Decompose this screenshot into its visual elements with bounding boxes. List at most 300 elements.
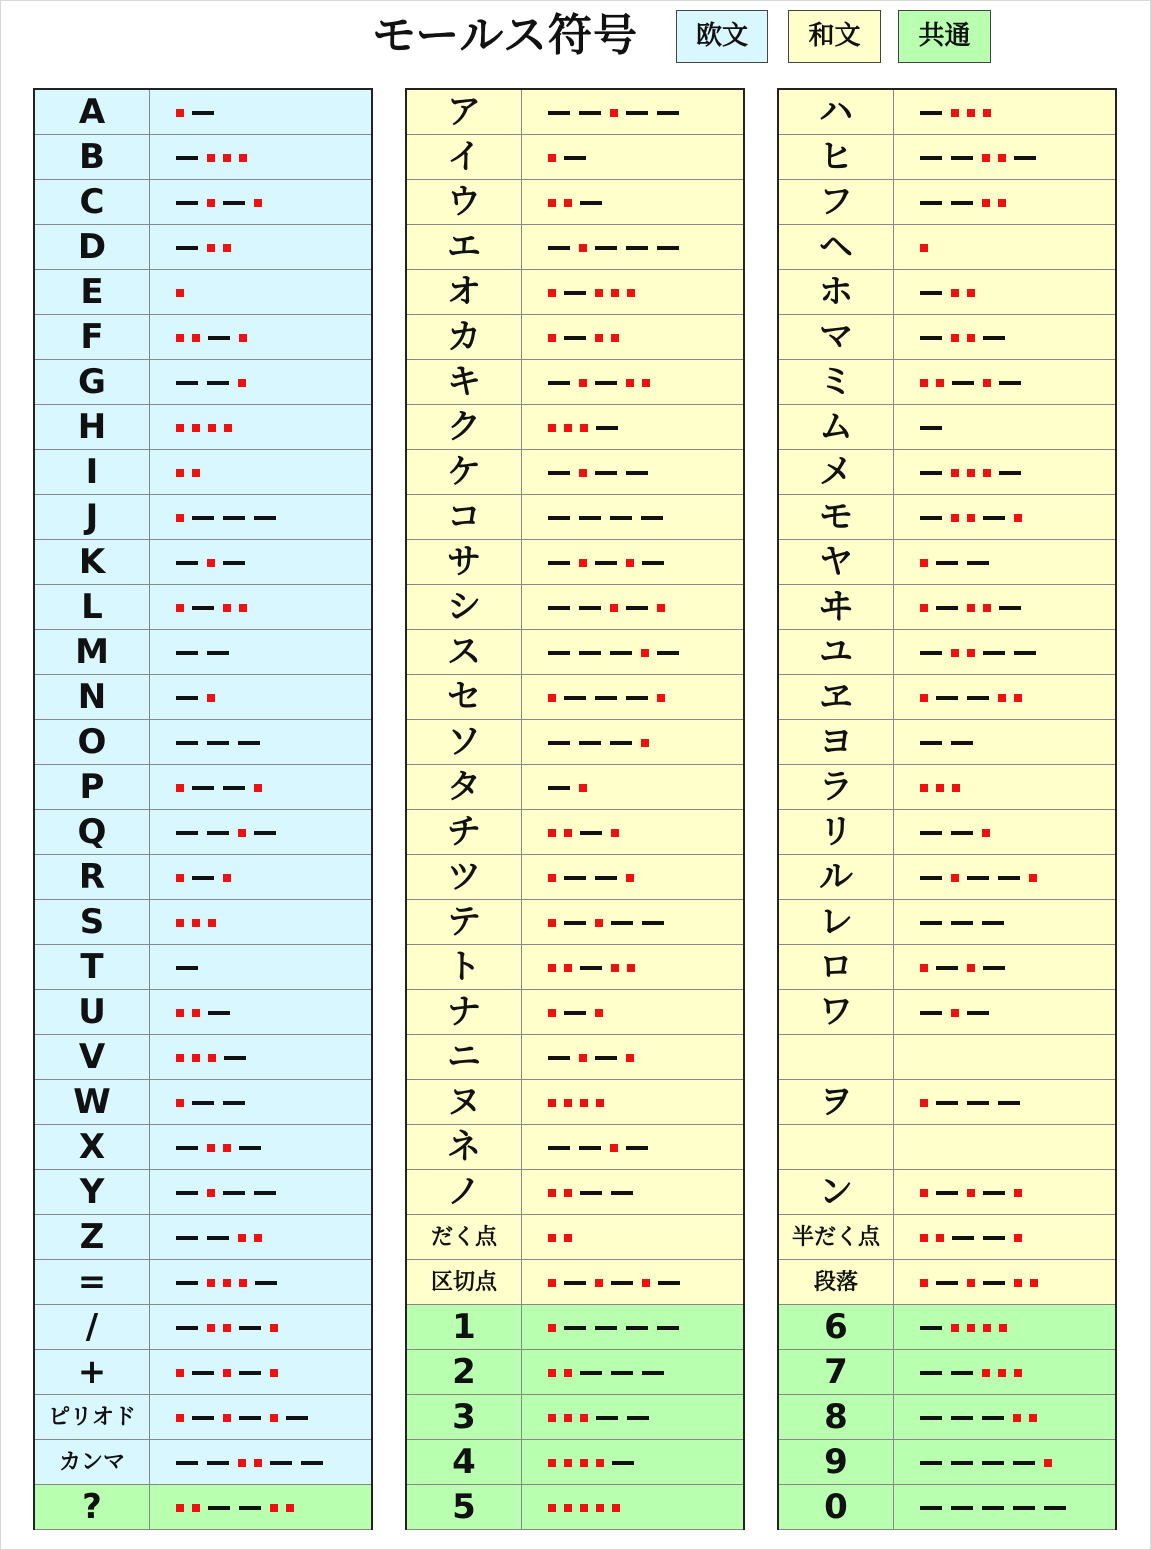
char-cell: エ bbox=[407, 225, 522, 270]
char-cell: メ bbox=[779, 450, 894, 495]
dot-mark bbox=[548, 199, 556, 207]
char-cell: H bbox=[35, 405, 150, 450]
dash-mark bbox=[626, 606, 648, 610]
dot-mark bbox=[1030, 1279, 1038, 1287]
code-cell bbox=[150, 900, 371, 945]
dash-mark bbox=[548, 1146, 570, 1150]
code-cell bbox=[894, 630, 1115, 675]
dash-mark bbox=[239, 1416, 261, 1420]
char-cell: サ bbox=[407, 540, 522, 585]
code-cell bbox=[894, 225, 1115, 270]
dot-mark bbox=[579, 469, 587, 477]
dot-mark bbox=[611, 829, 619, 837]
dash-mark bbox=[641, 516, 663, 520]
code-cell bbox=[150, 90, 371, 135]
dot-mark bbox=[627, 964, 635, 972]
char-cell: M bbox=[35, 630, 150, 675]
dot-mark bbox=[983, 379, 991, 387]
dash-mark bbox=[595, 696, 617, 700]
code-cell bbox=[522, 855, 743, 900]
char-cell: シ bbox=[407, 585, 522, 630]
code-cell bbox=[894, 810, 1115, 855]
dot-mark bbox=[999, 1324, 1007, 1332]
dash-mark bbox=[207, 651, 229, 655]
code-cell bbox=[150, 990, 371, 1035]
dash-mark bbox=[564, 156, 586, 160]
dot-mark bbox=[548, 1189, 556, 1197]
dot-mark bbox=[967, 604, 975, 612]
dot-mark bbox=[548, 1099, 556, 1107]
char-cell: ン bbox=[779, 1170, 894, 1215]
code-cell bbox=[522, 990, 743, 1035]
dot-mark bbox=[580, 1504, 588, 1512]
dot-mark bbox=[626, 559, 634, 567]
dash-mark bbox=[254, 1191, 276, 1195]
dot-mark bbox=[1014, 514, 1022, 522]
char-cell: B bbox=[35, 135, 150, 180]
dot-mark bbox=[579, 379, 587, 387]
dot-mark bbox=[176, 1099, 184, 1107]
code-table-wabun-ha bbox=[777, 88, 1117, 1530]
dash-mark bbox=[920, 426, 942, 430]
char-cell: フ bbox=[779, 180, 894, 225]
dot-mark bbox=[1029, 1414, 1037, 1422]
dot-mark bbox=[967, 649, 975, 657]
char-cell: ス bbox=[407, 630, 522, 675]
dot-mark bbox=[951, 334, 959, 342]
dot-mark bbox=[176, 874, 184, 882]
dot-mark bbox=[548, 694, 556, 702]
dot-mark bbox=[920, 379, 928, 387]
code-cell bbox=[522, 225, 743, 270]
char-cell: K bbox=[35, 540, 150, 585]
dash-mark bbox=[967, 1011, 989, 1015]
dash-mark bbox=[548, 471, 570, 475]
dot-mark bbox=[1044, 1459, 1052, 1467]
dot-mark bbox=[224, 424, 232, 432]
code-cell bbox=[894, 135, 1115, 180]
char-cell: ラ bbox=[779, 765, 894, 810]
char-cell: セ bbox=[407, 675, 522, 720]
dash-mark bbox=[626, 246, 648, 250]
dash-mark bbox=[208, 1011, 230, 1015]
dot-mark bbox=[548, 919, 556, 927]
code-cell bbox=[150, 1215, 371, 1260]
code-cell bbox=[894, 1215, 1115, 1260]
dot-mark bbox=[176, 1504, 184, 1512]
dash-mark bbox=[920, 516, 942, 520]
dot-mark bbox=[998, 199, 1006, 207]
dot-mark bbox=[208, 1054, 216, 1062]
char-cell: L bbox=[35, 585, 150, 630]
dot-mark bbox=[176, 784, 184, 792]
dot-mark bbox=[580, 424, 588, 432]
code-cell bbox=[150, 1440, 371, 1485]
dot-mark bbox=[920, 1279, 928, 1287]
dash-mark bbox=[239, 1506, 261, 1510]
dash-mark bbox=[208, 1506, 230, 1510]
dot-mark bbox=[951, 874, 959, 882]
code-cell bbox=[150, 225, 371, 270]
dot-mark bbox=[1029, 874, 1037, 882]
code-cell bbox=[894, 1125, 1115, 1170]
dot-mark bbox=[548, 829, 556, 837]
dash-mark bbox=[176, 741, 198, 745]
dot-mark bbox=[564, 1459, 572, 1467]
dash-mark bbox=[967, 876, 989, 880]
dot-mark bbox=[208, 919, 216, 927]
dot-mark bbox=[1014, 1279, 1022, 1287]
dash-mark bbox=[239, 1146, 261, 1150]
dash-mark bbox=[998, 1101, 1020, 1105]
dash-mark bbox=[595, 471, 617, 475]
dash-mark bbox=[936, 696, 958, 700]
dash-mark bbox=[192, 111, 214, 115]
char-cell: S bbox=[35, 900, 150, 945]
dot-mark bbox=[951, 1324, 959, 1332]
dot-mark bbox=[564, 964, 572, 972]
dot-mark bbox=[967, 1324, 975, 1332]
code-cell bbox=[522, 720, 743, 765]
code-cell bbox=[894, 585, 1115, 630]
char-cell: ホ bbox=[779, 270, 894, 315]
dot-mark bbox=[595, 1009, 603, 1017]
dot-mark bbox=[596, 1504, 604, 1512]
code-cell bbox=[150, 1395, 371, 1440]
dot-mark bbox=[920, 964, 928, 972]
dot-mark bbox=[192, 1009, 200, 1017]
dash-mark bbox=[610, 741, 632, 745]
dash-mark bbox=[936, 1191, 958, 1195]
dash-mark bbox=[627, 1416, 649, 1420]
char-cell: ソ bbox=[407, 720, 522, 765]
dash-mark bbox=[595, 1056, 617, 1060]
dash-mark bbox=[239, 1371, 261, 1375]
dash-mark bbox=[564, 336, 586, 340]
dot-mark bbox=[951, 514, 959, 522]
dot-mark bbox=[223, 1144, 231, 1152]
dot-mark bbox=[270, 1324, 278, 1332]
dash-mark bbox=[176, 831, 198, 835]
char-cell: イ bbox=[407, 135, 522, 180]
dot-mark bbox=[223, 604, 231, 612]
code-cell bbox=[522, 90, 743, 135]
dash-mark bbox=[579, 651, 601, 655]
char-cell: モ bbox=[779, 495, 894, 540]
dash-mark bbox=[612, 1461, 634, 1465]
code-cell bbox=[522, 945, 743, 990]
dot-mark bbox=[951, 289, 959, 297]
code-cell bbox=[894, 720, 1115, 765]
dash-mark bbox=[920, 291, 942, 295]
code-cell bbox=[522, 315, 743, 360]
dash-mark bbox=[611, 1281, 633, 1285]
char-cell: 半だく点 bbox=[779, 1215, 894, 1260]
dash-mark bbox=[176, 561, 198, 565]
dash-mark bbox=[579, 1146, 601, 1150]
dash-mark bbox=[610, 516, 632, 520]
dash-mark bbox=[580, 831, 602, 835]
dash-mark bbox=[951, 1416, 973, 1420]
code-cell bbox=[894, 765, 1115, 810]
dot-mark bbox=[657, 604, 665, 612]
code-cell bbox=[522, 1305, 743, 1350]
code-cell bbox=[150, 855, 371, 900]
char-cell: ヒ bbox=[779, 135, 894, 180]
dot-mark bbox=[270, 1369, 278, 1377]
char-cell: レ bbox=[779, 900, 894, 945]
dot-mark bbox=[254, 1459, 262, 1467]
dash-mark bbox=[595, 381, 617, 385]
dash-mark bbox=[952, 381, 974, 385]
dash-mark bbox=[270, 1461, 292, 1465]
dash-mark bbox=[596, 426, 618, 430]
code-cell bbox=[894, 1395, 1115, 1440]
char-cell: 1 bbox=[407, 1305, 522, 1350]
char-cell: ミ bbox=[779, 360, 894, 405]
dot-mark bbox=[564, 1504, 572, 1512]
dash-mark bbox=[548, 741, 570, 745]
char-cell: ツ bbox=[407, 855, 522, 900]
dash-mark bbox=[952, 1236, 974, 1240]
dash-mark bbox=[626, 471, 648, 475]
dash-mark bbox=[983, 1281, 1005, 1285]
char-cell: I bbox=[35, 450, 150, 495]
dot-mark bbox=[920, 244, 928, 252]
dash-mark bbox=[223, 561, 245, 565]
dash-mark bbox=[920, 1461, 942, 1465]
code-cell bbox=[522, 1125, 743, 1170]
dot-mark bbox=[270, 1414, 278, 1422]
dot-mark bbox=[176, 604, 184, 612]
dot-mark bbox=[239, 334, 247, 342]
char-cell: タ bbox=[407, 765, 522, 810]
code-cell bbox=[894, 405, 1115, 450]
char-cell: T bbox=[35, 945, 150, 990]
char-cell: V bbox=[35, 1035, 150, 1080]
dash-mark bbox=[920, 1371, 942, 1375]
dash-mark bbox=[936, 561, 958, 565]
code-cell bbox=[150, 495, 371, 540]
dot-mark bbox=[239, 154, 247, 162]
dot-mark bbox=[595, 289, 603, 297]
dot-mark bbox=[611, 334, 619, 342]
dot-mark bbox=[548, 334, 556, 342]
dash-mark bbox=[936, 1101, 958, 1105]
code-cell bbox=[150, 1305, 371, 1350]
dot-mark bbox=[192, 1054, 200, 1062]
dot-mark bbox=[207, 154, 215, 162]
dot-mark bbox=[982, 154, 990, 162]
dot-mark bbox=[207, 244, 215, 252]
char-cell: 9 bbox=[779, 1440, 894, 1485]
dot-mark bbox=[610, 604, 618, 612]
dot-mark bbox=[983, 109, 991, 117]
dot-mark bbox=[564, 1189, 572, 1197]
dot-mark bbox=[626, 379, 634, 387]
dash-mark bbox=[254, 831, 276, 835]
code-cell bbox=[522, 1080, 743, 1125]
char-cell: O bbox=[35, 720, 150, 765]
char-cell: ヘ bbox=[779, 225, 894, 270]
dot-mark bbox=[920, 1234, 928, 1242]
char-cell: A bbox=[35, 90, 150, 135]
dash-mark bbox=[610, 651, 632, 655]
dot-mark bbox=[610, 109, 618, 117]
dash-mark bbox=[642, 1371, 664, 1375]
char-cell: ワ bbox=[779, 990, 894, 1035]
code-cell bbox=[150, 675, 371, 720]
dot-mark bbox=[936, 379, 944, 387]
dash-mark bbox=[192, 606, 214, 610]
dot-mark bbox=[223, 154, 231, 162]
dot-mark bbox=[982, 1369, 990, 1377]
char-cell: カ bbox=[407, 315, 522, 360]
dash-mark bbox=[223, 1101, 245, 1105]
dot-mark bbox=[192, 919, 200, 927]
dash-mark bbox=[208, 336, 230, 340]
char-cell: P bbox=[35, 765, 150, 810]
char-cell: オ bbox=[407, 270, 522, 315]
char-cell: ? bbox=[35, 1485, 150, 1530]
dash-mark bbox=[255, 1281, 277, 1285]
dot-mark bbox=[920, 1099, 928, 1107]
dot-mark bbox=[207, 1189, 215, 1197]
dash-mark bbox=[967, 1101, 989, 1105]
code-cell bbox=[894, 270, 1115, 315]
dot-mark bbox=[548, 964, 556, 972]
dash-mark bbox=[580, 1191, 602, 1195]
dash-mark bbox=[176, 1146, 198, 1150]
dash-mark bbox=[238, 741, 260, 745]
legend-latin: 欧文 bbox=[676, 10, 768, 63]
dash-mark bbox=[611, 1371, 633, 1375]
dot-mark bbox=[998, 154, 1006, 162]
dot-mark bbox=[548, 424, 556, 432]
char-cell: ル bbox=[779, 855, 894, 900]
dash-mark bbox=[657, 111, 679, 115]
code-cell bbox=[522, 540, 743, 585]
char-cell: チ bbox=[407, 810, 522, 855]
code-cell bbox=[522, 1350, 743, 1395]
dot-mark bbox=[207, 1144, 215, 1152]
code-cell bbox=[894, 540, 1115, 585]
dot-mark bbox=[951, 109, 959, 117]
code-cell bbox=[150, 135, 371, 180]
dot-mark bbox=[967, 964, 975, 972]
dot-mark bbox=[223, 1369, 231, 1377]
dash-mark bbox=[580, 966, 602, 970]
dash-mark bbox=[192, 1416, 214, 1420]
code-cell bbox=[894, 1170, 1115, 1215]
dot-mark bbox=[920, 694, 928, 702]
dash-mark bbox=[207, 741, 229, 745]
dot-mark bbox=[176, 919, 184, 927]
code-cell bbox=[894, 945, 1115, 990]
dash-mark bbox=[920, 876, 942, 880]
dash-mark bbox=[920, 921, 942, 925]
dash-mark bbox=[982, 921, 1004, 925]
char-cell: ケ bbox=[407, 450, 522, 495]
dash-mark bbox=[951, 1461, 973, 1465]
char-cell: F bbox=[35, 315, 150, 360]
char-cell: ウ bbox=[407, 180, 522, 225]
code-cell bbox=[894, 1440, 1115, 1485]
code-cell bbox=[894, 1035, 1115, 1080]
dash-mark bbox=[176, 156, 198, 160]
dot-mark bbox=[548, 1234, 556, 1242]
char-cell bbox=[779, 1035, 894, 1080]
code-cell bbox=[894, 855, 1115, 900]
dot-mark bbox=[920, 1189, 928, 1197]
dash-mark bbox=[657, 651, 679, 655]
dash-mark bbox=[301, 1461, 323, 1465]
dot-mark bbox=[208, 424, 216, 432]
char-cell: / bbox=[35, 1305, 150, 1350]
dash-mark bbox=[967, 561, 989, 565]
dot-mark bbox=[920, 559, 928, 567]
dash-mark bbox=[548, 606, 570, 610]
code-cell bbox=[150, 360, 371, 405]
dot-mark bbox=[1014, 1234, 1022, 1242]
char-cell: Z bbox=[35, 1215, 150, 1260]
code-cell bbox=[150, 810, 371, 855]
dot-mark bbox=[192, 424, 200, 432]
dash-mark bbox=[999, 606, 1021, 610]
dash-mark bbox=[920, 1416, 942, 1420]
dash-mark bbox=[951, 831, 973, 835]
dash-mark bbox=[564, 921, 586, 925]
dash-mark bbox=[548, 246, 570, 250]
code-cell bbox=[150, 315, 371, 360]
dot-mark bbox=[548, 1459, 556, 1467]
dash-mark bbox=[564, 876, 586, 880]
dot-mark bbox=[595, 919, 603, 927]
char-cell: テ bbox=[407, 900, 522, 945]
dash-mark bbox=[1044, 1506, 1066, 1510]
dot-mark bbox=[579, 1054, 587, 1062]
char-cell: ト bbox=[407, 945, 522, 990]
dash-mark bbox=[579, 741, 601, 745]
dot-mark bbox=[998, 1369, 1006, 1377]
dot-mark bbox=[951, 469, 959, 477]
dot-mark bbox=[270, 1504, 278, 1512]
char-cell: ピリオド bbox=[35, 1395, 150, 1440]
dash-mark bbox=[176, 1461, 198, 1465]
dash-mark bbox=[999, 471, 1021, 475]
char-cell: C bbox=[35, 180, 150, 225]
dash-mark bbox=[580, 1371, 602, 1375]
dash-mark bbox=[176, 1191, 198, 1195]
dot-mark bbox=[238, 829, 246, 837]
dash-mark bbox=[920, 201, 942, 205]
dot-mark bbox=[548, 1414, 556, 1422]
dash-mark bbox=[207, 1461, 229, 1465]
dot-mark bbox=[207, 1324, 215, 1332]
char-cell: ヌ bbox=[407, 1080, 522, 1125]
dot-mark bbox=[192, 334, 200, 342]
dot-mark bbox=[176, 424, 184, 432]
code-cell bbox=[150, 1350, 371, 1395]
dot-mark bbox=[982, 199, 990, 207]
dash-mark bbox=[951, 921, 973, 925]
dash-mark bbox=[580, 201, 602, 205]
dash-mark bbox=[998, 876, 1020, 880]
char-cell: W bbox=[35, 1080, 150, 1125]
char-cell: ナ bbox=[407, 990, 522, 1035]
char-cell: 6 bbox=[779, 1305, 894, 1350]
dash-mark bbox=[1013, 1506, 1035, 1510]
